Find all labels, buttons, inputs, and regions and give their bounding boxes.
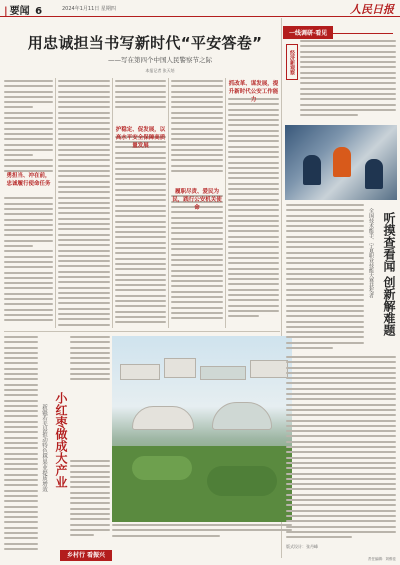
editor-credit: 版式设计：张丹峰 — [286, 544, 318, 549]
sidebar-label: 经济新观察 — [286, 44, 298, 80]
masthead — [0, 0, 400, 17]
section-tag — [4, 2, 44, 17]
body-column-3 — [115, 80, 166, 328]
body-column-1 — [4, 80, 53, 328]
sidebar-header — [283, 20, 393, 37]
sidebar-intro-text — [300, 40, 396, 120]
section-name: 要闻 — [9, 6, 30, 17]
photo-caption — [112, 524, 292, 540]
column-divider — [225, 78, 226, 328]
column-divider — [168, 78, 169, 328]
footer-note: 责任编辑：刘维佳 — [368, 557, 396, 561]
sidebar-headline: 听摸查看闻 创新解难题 — [382, 212, 396, 337]
issue-date: 2024年1月11日 星期四 — [62, 6, 116, 12]
feature-title: 小红枣做成大产业 — [54, 392, 68, 488]
feature-body-column-2-top — [70, 336, 110, 386]
body-column-5 — [228, 80, 279, 328]
aerial-photo — [112, 336, 292, 522]
article-subtitle: 履职尽责、爱民为民，践行公安机关使命 — [172, 189, 222, 211]
sidebar-body-bottom — [286, 356, 396, 541]
main-subhead: ——写在第四个中国人民警察节之际 — [108, 56, 212, 64]
main-byline: 本报记者 张天培 — [145, 68, 175, 73]
sidebar-subhead: 全国技术能手、宁夏职业技能大赛获奖者 — [368, 208, 374, 298]
page-number: 6 — [35, 6, 43, 17]
column-divider — [55, 78, 56, 328]
sidebar-photo — [285, 125, 397, 200]
feature-body-column-2-bottom — [70, 460, 110, 545]
column-banner: 乡村行 看振兴 — [60, 550, 112, 561]
article-subtitle: 勇担当、冲在前，忠诚履行使命任务 — [6, 173, 51, 187]
article-subtitle: 护稳定、促发展，以高水平安全保障高质量发展 — [115, 127, 166, 149]
article-subtitle: 抓改革、谋发展，提升新时代公安工作能力 — [228, 81, 279, 103]
sidebar-body-top — [286, 204, 364, 352]
body-column-2 — [58, 80, 110, 328]
feature-body-column-1 — [4, 336, 38, 551]
feature-subtitle: 新疆若羌县推动特色林果业提质增效 — [41, 404, 47, 492]
column-divider — [112, 78, 113, 328]
newspaper-logo: 人民日报 — [350, 3, 394, 16]
section-marker: | — [4, 6, 8, 17]
main-headline: 用忠诚担当书写新时代“平安答卷” — [27, 34, 263, 52]
sidebar-header-label: 一线调研·看见 — [283, 26, 333, 39]
section-divider — [4, 331, 280, 332]
